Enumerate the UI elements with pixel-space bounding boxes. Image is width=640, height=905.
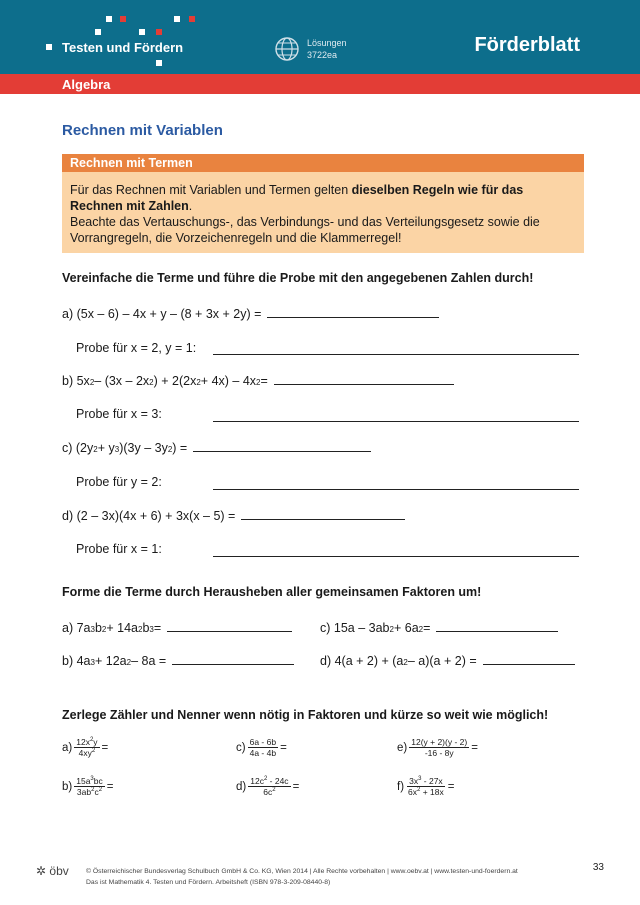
task1-item-d: d) (2 – 3x)(4x + 6) + 3x(x – 5) =	[62, 509, 405, 523]
task1-item-b: b) 5x 2 – (3x – 2x 2 ) + 2(2x 2 + 4x) – 4x 2 =	[62, 374, 454, 388]
task3-item-d: d) $\frac{12c^2 - 24c}{6c^2}$ =	[236, 776, 300, 797]
solutions-code: Lösungen 3722ea	[307, 38, 347, 60]
section-title: Rechnen mit Variablen	[62, 122, 223, 139]
task2-item-b: b) 4a 3 + 12a 2 – 8a =	[62, 654, 294, 668]
probe-answer-line[interactable]	[213, 420, 579, 422]
task3-item-b: b) $\frac{15a^3bc}{3ab^2c^2}$ =	[62, 776, 114, 797]
task2-instruction: Forme die Terme durch Herausheben aller gemeinsamen Faktoren um!	[62, 585, 482, 599]
answer-line[interactable]	[274, 383, 454, 385]
probe-answer-line[interactable]	[213, 555, 579, 557]
info-box	[62, 154, 584, 253]
info-box-header	[62, 154, 584, 172]
answer-line[interactable]	[267, 316, 439, 318]
info-box-text: Für das Rechnen mit Variablen und Termen gelten dieselben Regeln wie für das Rechnen mit Zahlen. Beachte das Vertauschungs-, das Verbindungs- und das Verteilungsgesetz sowie die Vorrangregeln, die Vorzeichenregeln und die Klammerregel!	[70, 183, 540, 245]
page-title: Förderblatt	[474, 34, 580, 56]
task2-item-c: c) 15a – 3ab 2 + 6a 2 =	[320, 621, 558, 635]
task1-item-c: c) (2y 2 + y 3 )(3y – 3y 2 ) =	[62, 441, 371, 455]
answer-line[interactable]	[167, 630, 292, 632]
task2-item-d: d) 4(a + 2) + (a 2 – a)(a + 2) =	[320, 654, 575, 668]
answer-line[interactable]	[193, 450, 371, 452]
task1-probe-b: Probe für x = 3:	[76, 407, 162, 421]
task2-item-a: a) 7a 3 b 2 + 14a 2 b 3 =	[62, 621, 292, 635]
info-box-title: Rechnen mit Termen	[70, 156, 193, 170]
probe-answer-line[interactable]	[213, 488, 579, 490]
globe-icon	[274, 36, 300, 62]
task1-item-a: a) (5x – 6) – 4x + y – (8 + 3x + 2y) =	[62, 307, 439, 321]
copyright-text: © Österreichischer Bundesverlag Schulbuch GmbH & Co. KG, Wien 2014 | Alle Rechte vorbehalten | www.oebv.at | www.testen-und-foerdern.at Das ist Mathematik 4. Testen und Fördern. Arbeitsheft (ISBN 978-3-209-08440-8)	[86, 868, 518, 886]
probe-answer-line[interactable]	[213, 353, 579, 355]
answer-line[interactable]	[241, 518, 405, 520]
task3-item-c: c) $\frac{6a - 6b}{4a - 4b}$ =	[236, 737, 287, 758]
answer-line[interactable]	[172, 663, 294, 665]
answer-line[interactable]	[436, 630, 558, 632]
task3-item-e: e) $\frac{12(y + 2)(y - 2)}{-16 - 8y}$ =	[397, 737, 478, 758]
task1-probe-a: Probe für x = 2, y = 1:	[76, 341, 197, 355]
task3-item-a: a) $\frac{12x^2y}{4xy^2}$ =	[62, 737, 109, 758]
task3-item-f: f) $\frac{3x^3 - 27x}{6x^2 + 18x}$ =	[397, 776, 455, 797]
task3-instruction: Zerlege Zähler und Nenner wenn nötig in Faktoren und kürze so weit wie möglich!	[62, 708, 549, 722]
publisher-logo: ✲ öbv	[36, 864, 69, 878]
task1-probe-c: Probe für y = 2:	[76, 475, 162, 489]
task1-instruction: Vereinfache die Terme und führe die Probe mit den angegebenen Zahlen durch!	[62, 271, 534, 285]
answer-line[interactable]	[483, 663, 575, 665]
subject-label: Algebra	[62, 77, 111, 92]
task1-probe-d: Probe für x = 1:	[76, 542, 162, 556]
page-number: 33	[592, 862, 604, 873]
brand-name: Testen und Fördern	[62, 40, 184, 55]
